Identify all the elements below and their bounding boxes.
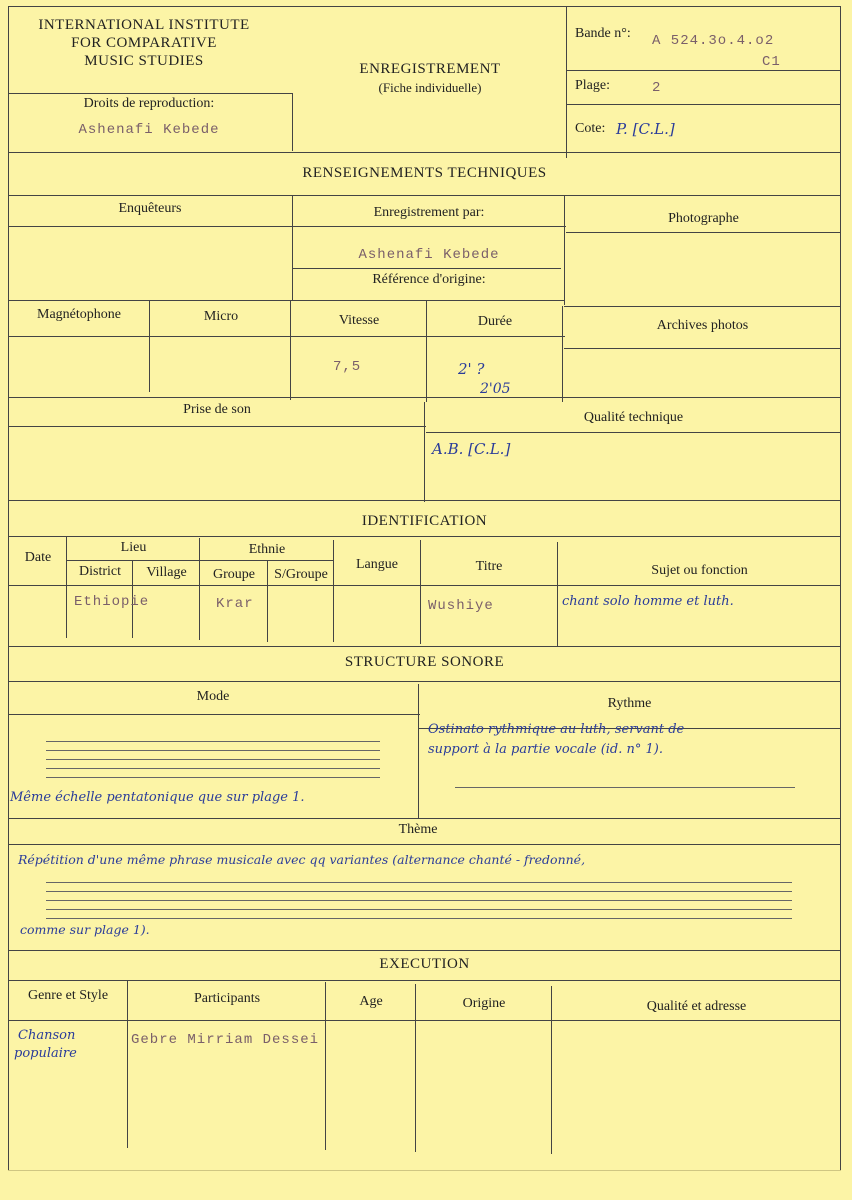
photographe-line <box>566 232 841 233</box>
staff-line <box>46 750 380 751</box>
prise-col-line <box>424 402 425 502</box>
ident-col-groupe <box>267 560 268 642</box>
district-value: Ethiopie <box>74 594 150 610</box>
prise-top-line <box>8 397 841 398</box>
district-label: District <box>79 564 121 579</box>
duree-value-1: 2' ? <box>458 360 485 378</box>
cote-label: Cote: <box>575 121 606 136</box>
qualite-header-line <box>426 432 841 433</box>
exec-section-top-line <box>8 950 841 951</box>
magneto-col-line <box>149 300 150 392</box>
bande-label: Bande n°: <box>575 26 631 41</box>
exec-col-origine <box>551 986 552 1154</box>
rythme-value-1: Ostinato rythmique au luth, servant de <box>428 722 685 737</box>
sujet-label: Sujet ou fonction <box>651 563 748 578</box>
theme-staff-line <box>46 891 792 892</box>
titre-label: Titre <box>475 559 503 574</box>
duree-col-line <box>562 306 563 402</box>
theme-label: Thème <box>398 822 438 837</box>
ident-col-langue <box>420 540 421 644</box>
institute-line-1: INTERNATIONAL INSTITUTE <box>38 17 250 33</box>
date-label: Date <box>24 550 52 565</box>
rights-right-line <box>292 93 293 151</box>
prise-header-line <box>8 426 426 427</box>
tech-section-bottom-line <box>8 195 841 196</box>
magnetophone-label: Magnétophone <box>37 307 121 322</box>
titre-value: Wushiye <box>428 598 494 614</box>
enreg-par-line <box>293 226 566 227</box>
magneto-header-line <box>8 336 565 337</box>
exec-col-participants <box>325 982 326 1150</box>
form-subtitle: (Fiche individuelle) <box>378 80 482 95</box>
genre-value-2: populaire <box>14 1046 77 1061</box>
theme-top-line <box>8 818 841 819</box>
magneto-top-line <box>8 300 565 301</box>
micro-col-line <box>290 300 291 400</box>
prise-label: Prise de son <box>183 402 251 417</box>
ident-col-date <box>66 536 67 638</box>
right-header-divider <box>566 6 567 158</box>
mode-label: Mode <box>196 689 230 704</box>
ident-section-title: IDENTIFICATION <box>361 513 488 529</box>
exec-col-genre <box>127 980 128 1148</box>
ident-col-sgroupe <box>333 540 334 642</box>
theme-staff-line <box>46 909 792 910</box>
theme-staff-line <box>46 882 792 883</box>
reference-line <box>293 268 561 269</box>
genre-value-1: Chanson <box>18 1028 76 1043</box>
enregistrement-par-value: Ashenafi Kebede <box>358 247 500 263</box>
staff-line <box>46 759 380 760</box>
struct-section-bottom-line <box>8 681 841 682</box>
groupe-label: Groupe <box>213 567 255 582</box>
rythme-value-2: support à la partie vocale (id. n° 1). <box>428 742 663 757</box>
exec-header-line <box>8 1020 841 1021</box>
struct-section-title: STRUCTURE SONORE <box>344 654 505 670</box>
theme-staff-line <box>46 918 792 919</box>
reference-label: Référence d'origine: <box>372 272 486 287</box>
bande-value-2: C1 <box>762 54 781 70</box>
micro-label: Micro <box>203 309 239 324</box>
exec-section-bottom-line <box>8 980 841 981</box>
theme-staff-line <box>46 900 792 901</box>
rights-label: Droits de reproduction: <box>83 96 215 111</box>
theme-header-line <box>8 844 841 845</box>
ident-section-top-line <box>8 500 841 501</box>
photographe-label: Photographe <box>668 211 739 226</box>
age-label: Age <box>359 994 383 1009</box>
sgroupe-label: S/Groupe <box>274 567 328 582</box>
groupe-value: Krar <box>216 596 254 612</box>
card-bottom-edge <box>8 1170 841 1171</box>
rythme-label: Rythme <box>607 696 652 711</box>
archives-top-line <box>564 306 841 307</box>
langue-label: Langue <box>356 557 398 572</box>
lieu-label: Lieu <box>120 540 147 555</box>
village-label: Village <box>146 565 187 580</box>
institute-line-2: FOR COMPARATIVE <box>71 35 217 51</box>
ethnie-label: Ethnie <box>248 542 286 557</box>
struct-section-top-line <box>8 646 841 647</box>
mode-value: Même échelle pentatonique que sur plage 1. <box>10 790 305 805</box>
plage-value: 2 <box>652 80 662 96</box>
qualite-adresse-label: Qualité et adresse <box>646 999 747 1014</box>
genre-label: Genre et Style <box>27 988 109 1003</box>
theme-value-2: comme sur plage 1). <box>20 922 150 937</box>
theme-value-1: Répétition d'une même phrase musicale avec qq variantes (alternance chanté - fredonné, <box>18 852 586 867</box>
enregistrement-par-label: Enregistrement par: <box>373 205 485 220</box>
participants-label: Participants <box>193 991 261 1006</box>
exec-col-age <box>415 984 416 1152</box>
vitesse-label: Vitesse <box>338 313 380 328</box>
card-border-top <box>8 6 841 7</box>
staff-line <box>46 741 380 742</box>
enqueteurs-line <box>8 226 293 227</box>
archives-header-line <box>564 348 841 349</box>
vitesse-value: 7,5 <box>333 359 362 375</box>
ident-section-bottom-line <box>8 536 841 537</box>
plage-bottom-line <box>566 104 841 105</box>
archives-label: Archives photos <box>656 318 749 333</box>
tech-section-top-line <box>8 152 841 153</box>
staff-line <box>46 777 380 778</box>
vitesse-col-line <box>426 300 427 402</box>
participants-value: Gebre Mirriam Dessei <box>131 1032 320 1048</box>
origine-label: Origine <box>462 996 506 1011</box>
ident-col-titre <box>557 542 558 646</box>
duree-value-2: 2'05 <box>480 381 511 397</box>
institute-line-3: MUSIC STUDIES <box>84 53 204 69</box>
lieu-ethnie-sub-line <box>67 560 334 561</box>
mode-header-line <box>8 714 420 715</box>
qualite-tech-value: A.B. [C.L.] <box>432 440 511 458</box>
rythme-line <box>455 787 795 788</box>
exec-section-title: EXECUTION <box>379 956 470 972</box>
staff-line <box>46 768 380 769</box>
bande-value: A 524.3o.4.o2 <box>652 33 775 49</box>
mode-col-line <box>418 684 419 818</box>
duree-label: Durée <box>477 314 513 329</box>
qualite-tech-label: Qualité technique <box>583 410 684 425</box>
tech-section-title: RENSEIGNEMENTS TECHNIQUES <box>302 165 547 181</box>
sujet-value: chant solo homme et luth. <box>562 594 734 609</box>
rights-top-line <box>8 93 293 94</box>
rights-value: Ashenafi Kebede <box>78 122 220 138</box>
form-title: ENREGISTREMENT <box>359 61 501 77</box>
enqueteurs-label: Enquêteurs <box>118 201 182 216</box>
plage-label: Plage: <box>575 78 610 93</box>
cote-value: P. [C.L.] <box>616 120 675 138</box>
ident-col-village <box>199 538 200 640</box>
bande-bottom-line <box>566 70 841 71</box>
